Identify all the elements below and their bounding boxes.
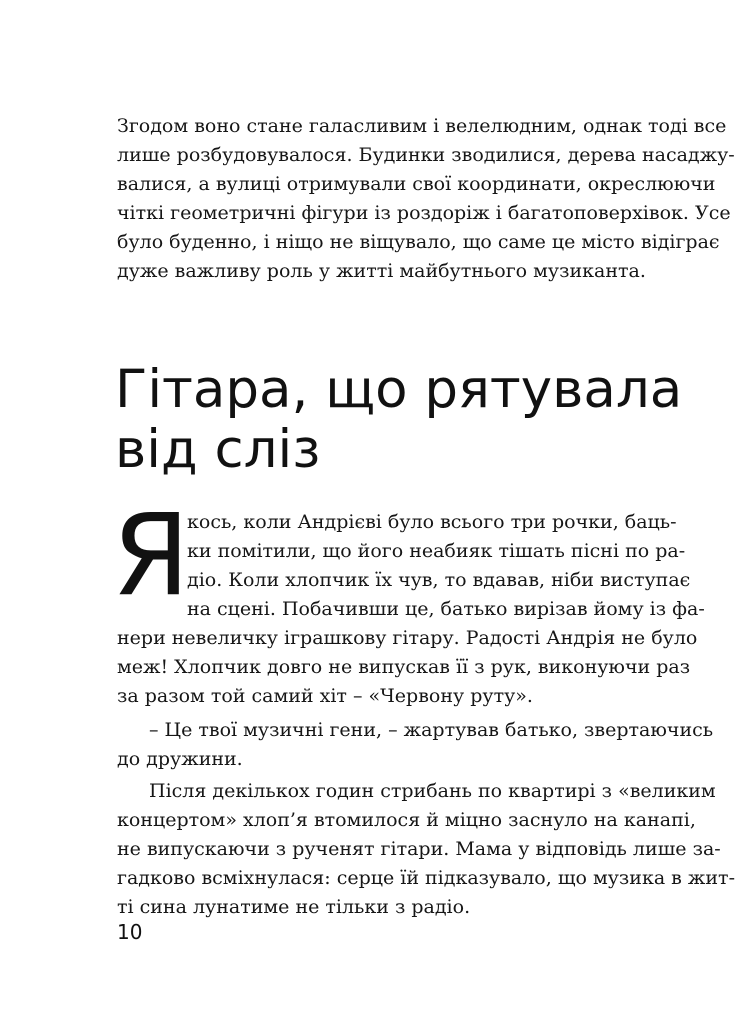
page-number: 10 [117,920,143,944]
heading-line: Гітара, що рятувала [115,359,683,420]
text-line: Після декількох годин стрибань по квартирі з «великим [149,780,716,802]
text-line: концертом» хлоп’я втомилося й міцно заснуло на канапі, [117,809,696,831]
heading-line: від сліз [115,419,321,480]
text-line: гадково всміхнулася: серце їй підказувало, що музика в жит- [117,867,735,889]
text-line: не випускаючи з рученят гітари. Мама у відповідь лише за- [117,838,721,860]
text-line: кось, коли Андрієві було всього три рочки, баць- [187,511,677,533]
text-line: було буденно, і ніщо не віщувало, що саме це місто відіграє [117,231,720,253]
text-line: дуже важливу роль у житті майбутнього музиканта. [117,260,646,282]
text-line: лише розбудовувалося. Будинки зводилися, дерева насаджу- [117,144,735,166]
text-line: меж! Хлопчик довго не випускав її з рук, виконуючи раз [117,656,691,678]
text-line: чіткі геометричні фігури із роздоріж і багатоповерхівок. Усе [117,202,731,224]
drop-cap: Я [112,491,190,621]
text-line: ті сина лунатиме не тільки з радіо. [117,896,471,918]
text-line: валися, а вулиці отримували свої координати, окреслюючи [117,173,716,195]
text-line: на сцені. Побачивши це, батько вирізав йому із фа- [187,598,705,620]
text-line: Згодом воно стане галасливим і велелюдним, однак тоді все [117,115,727,137]
text-line: до дружини. [117,748,243,770]
text-line: ки помітили, що його неабияк тішать пісні по ра- [187,540,686,562]
text-line: діо. Коли хлопчик їх чув, то вдавав, ніби виступає [187,569,691,591]
text-line: нери невеличку іграшкову гітару. Радості Андрія не було [117,627,698,649]
text-line: – Це твої музичні гени, – жартував батько, звертаючись [149,719,714,741]
text-line: за разом той самий хіт – «Червону руту». [117,685,533,707]
